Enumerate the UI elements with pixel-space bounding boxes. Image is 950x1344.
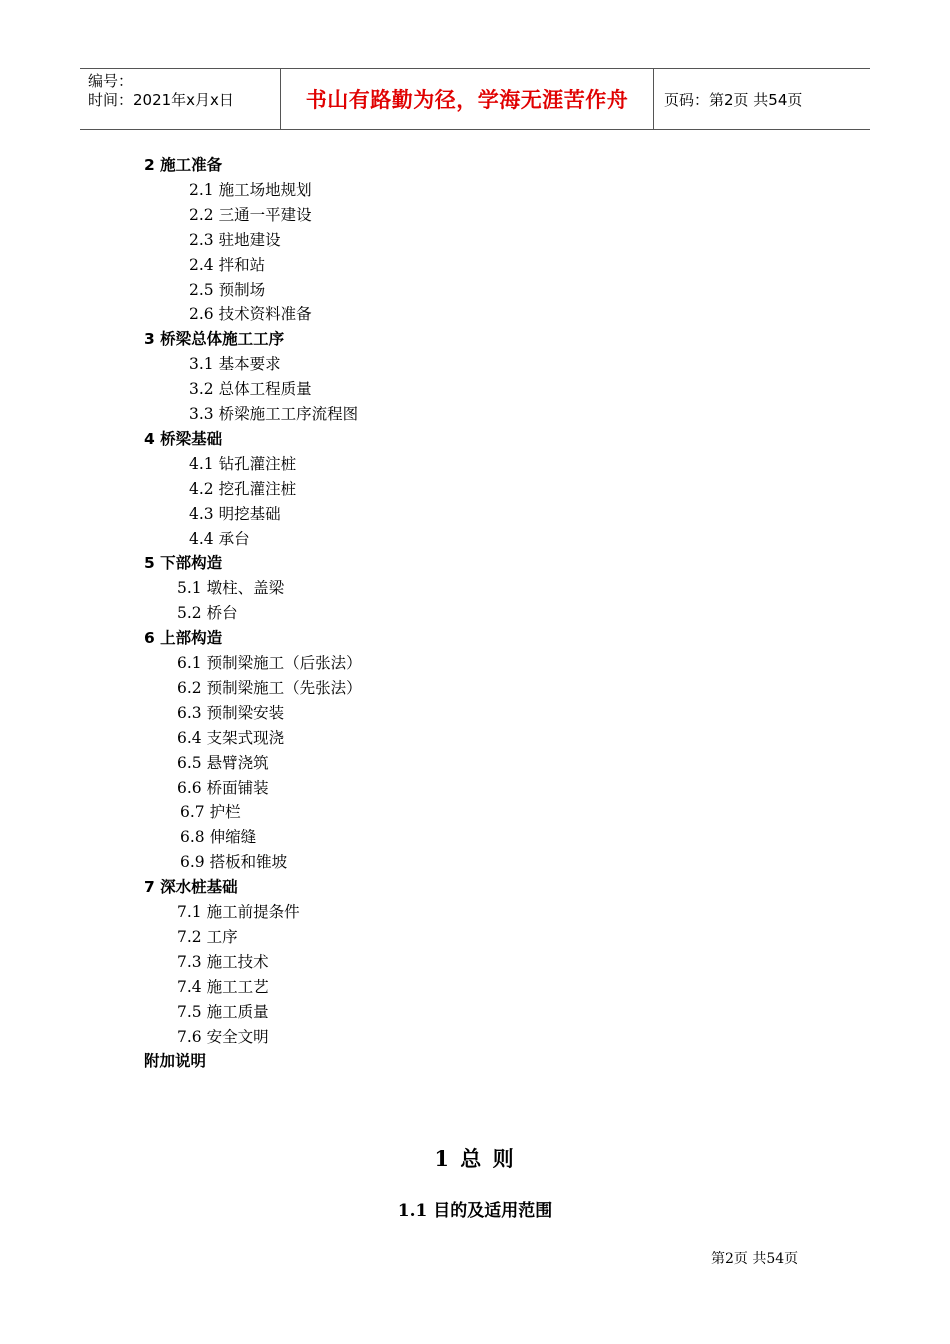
toc-section-entry: 6.9 搭板和锥坡 [180,853,288,872]
toc-section-entry: 2.3 驻地建设 [189,230,281,249]
toc-chapter-entry: 7 深水桩基础 [144,878,238,897]
document-time-label: 时间：2021年x月x日 [88,91,234,109]
toc-section-entry: 3.2 总体工程质量 [189,380,312,399]
toc-section-entry: 7.2 工序 [177,927,238,946]
toc-chapter-entry: 2 施工准备 [144,156,223,174]
toc-section-entry: 6.3 预制梁安装 [177,703,285,722]
toc-section-entry: 4.3 明挖基础 [189,504,281,523]
toc-section-entry: 6.4 支架式现浇 [177,728,285,747]
page-header [80,68,870,130]
toc-section-entry: 4.4 承台 [189,529,250,548]
toc-chapter-entry: 4 桥梁基础 [144,429,223,448]
toc-section-entry: 2.1 施工场地规划 [189,180,312,199]
toc-section-entry: 7.4 施工工艺 [177,977,269,996]
header-page-number: 页码：第2页 共54页 [664,90,803,109]
toc-section-entry: 6.7 护栏 [180,803,241,822]
header-info-cell [80,69,281,129]
toc-chapter-entry: 5 下部构造 [144,554,223,573]
toc-section-entry: 2.2 三通一平建设 [189,205,312,224]
toc-section-entry: 6.5 悬臂浇筑 [177,753,269,772]
toc-section-entry: 3.1 基本要求 [189,355,281,374]
document-number-label: 编号： [88,72,134,90]
toc-section-entry: 7.5 施工质量 [177,1002,269,1021]
toc-section-entry: 4.1 钻孔灌注桩 [189,454,297,473]
toc-chapter-entry: 3 桥梁总体施工工序 [144,330,285,349]
toc-section-entry: 7.3 施工技术 [177,952,269,971]
header-motto-cell [281,69,654,129]
toc-section-entry: 2.4 拌和站 [189,255,266,274]
header-page-cell [654,69,870,129]
toc-section-entry: 7.6 安全文明 [177,1027,269,1046]
toc-section-entry: 2.6 技术资料准备 [189,305,312,324]
toc-section-entry: 6.2 预制梁施工（先张法） [177,678,362,697]
toc-section-entry: 6.6 桥面铺装 [177,778,269,797]
toc-section-entry: 5.1 墩柱、盖梁 [177,579,285,598]
page-footer: 第2页 共54页 [711,1251,799,1267]
toc-section-entry: 5.2 桥台 [177,604,238,623]
toc-chapter-entry: 附加说明 [144,1052,207,1071]
toc-section-entry: 7.1 施工前提条件 [177,903,300,921]
toc-section-entry: 6.8 伸缩缝 [180,828,257,847]
toc-chapter-entry: 6 上部构造 [144,629,223,648]
toc-section-entry: 2.5 预制场 [189,280,266,299]
section-title: 1 总 则 [434,1146,516,1171]
toc-section-entry: 4.2 挖孔灌注桩 [189,479,297,498]
header-motto: 书山有路勤为径，学海无涯苦作舟 [305,88,629,112]
toc-section-entry: 6.1 预制梁施工（后张法） [177,654,362,672]
toc-section-entry: 3.3 桥梁施工工序流程图 [189,405,359,423]
subsection-title: 1.1 目的及适用范围 [397,1201,553,1221]
